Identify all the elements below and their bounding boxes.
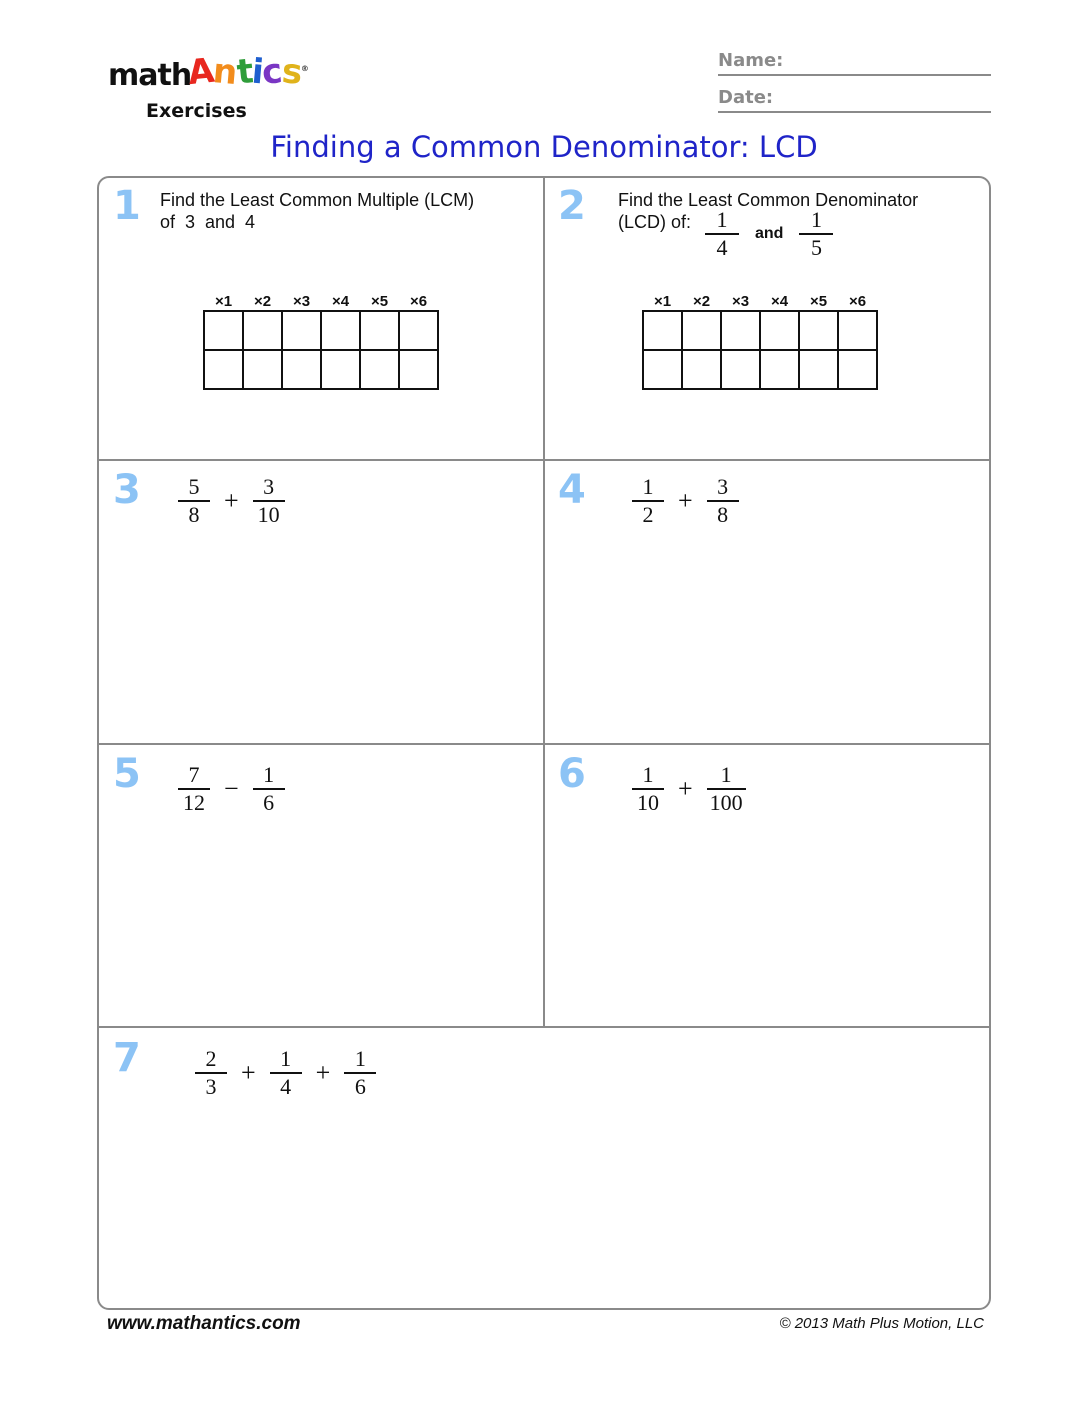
- numerator: 1: [810, 207, 822, 232]
- and-word: and: [755, 225, 784, 242]
- plus-operator: +: [315, 1058, 331, 1087]
- page-title: Finding a Common Denominator: LCD: [270, 130, 818, 164]
- grid-cell[interactable]: [721, 311, 760, 350]
- grid-cell[interactable]: [682, 350, 721, 389]
- denominator: 12: [178, 788, 210, 816]
- grid-header: ×5: [370, 293, 389, 310]
- problem-1-prompt: [160, 189, 474, 233]
- grid-cell[interactable]: [282, 350, 321, 389]
- grid-cell[interactable]: [204, 350, 243, 389]
- grid-cell[interactable]: [799, 350, 838, 389]
- denominator: 6: [253, 788, 285, 816]
- problem-1-grid-headers: [204, 293, 440, 311]
- fraction: [195, 1046, 227, 1100]
- grid-cell[interactable]: [682, 311, 721, 350]
- grid-row: [643, 350, 877, 389]
- logo-antics-letter: c: [260, 51, 284, 93]
- grid-header: ×6: [409, 293, 428, 310]
- grid-cell[interactable]: [243, 350, 282, 389]
- logo-antics-letter: s: [279, 51, 303, 93]
- grid-cell[interactable]: [838, 350, 877, 389]
- denominator: 3: [195, 1072, 227, 1100]
- grid-cell[interactable]: [838, 311, 877, 350]
- registered-mark-icon: ®: [300, 63, 308, 73]
- math-antics-logo: [108, 50, 308, 128]
- denominator: 10: [632, 788, 664, 816]
- grid-cell[interactable]: [799, 311, 838, 350]
- denominator: 4: [270, 1072, 302, 1100]
- grid-header: ×2: [692, 293, 711, 310]
- denominator: 2: [632, 500, 664, 528]
- plus-operator: +: [678, 486, 693, 515]
- grid-cell[interactable]: [204, 311, 243, 350]
- numerator: 1: [642, 762, 654, 787]
- problem-4-expression: [632, 474, 739, 528]
- numerator: 5: [188, 474, 200, 499]
- problem-2-grid-headers: [643, 293, 879, 311]
- logo-antics-letter: A: [185, 50, 216, 94]
- plus-operator: +: [224, 486, 239, 515]
- grid-row: [204, 350, 438, 389]
- problem-1-line2: of 3 and 4: [160, 212, 256, 232]
- fraction: [253, 762, 285, 816]
- footer-copyright: © 2013 Math Plus Motion, LLC: [779, 1315, 984, 1332]
- fraction: [707, 474, 739, 528]
- problem-2-fractions: [705, 207, 833, 261]
- problem-3-number: 3: [113, 467, 141, 513]
- grid-header: ×1: [214, 293, 233, 310]
- problem-3-expression: [178, 474, 285, 528]
- grid-cell[interactable]: [321, 311, 360, 350]
- fraction: [344, 1046, 376, 1100]
- grid-cell[interactable]: [360, 350, 399, 389]
- numerator: 1: [716, 207, 728, 232]
- row-divider: [97, 743, 991, 745]
- grid-cell[interactable]: [399, 350, 438, 389]
- name-label: Name:: [718, 50, 784, 71]
- denominator: 8: [178, 500, 210, 528]
- denominator: 6: [344, 1072, 376, 1100]
- fraction: [632, 762, 664, 816]
- grid-cell[interactable]: [282, 311, 321, 350]
- grid-row: [204, 311, 438, 350]
- problem-5-expression: [178, 762, 285, 816]
- grid-cell[interactable]: [360, 311, 399, 350]
- problem-6-expression: [632, 762, 746, 816]
- name-field[interactable]: [718, 50, 991, 76]
- grid-cell[interactable]: [643, 311, 682, 350]
- grid-cell[interactable]: [721, 350, 760, 389]
- logo-antics-letter: i: [250, 51, 265, 93]
- numerator: 1: [263, 762, 275, 787]
- grid-cell[interactable]: [760, 311, 799, 350]
- grid-header: ×5: [809, 293, 828, 310]
- plus-operator: +: [241, 1058, 256, 1087]
- logo-exercises-text: Exercises: [146, 100, 247, 122]
- problem-2-multiples-grid: [642, 310, 878, 390]
- grid-cell[interactable]: [243, 311, 282, 350]
- numerator: 1: [720, 762, 732, 787]
- grid-header: ×6: [848, 293, 867, 310]
- row-divider: [97, 459, 991, 461]
- grid-cell[interactable]: [643, 350, 682, 389]
- grid-cell[interactable]: [760, 350, 799, 389]
- denominator: 10: [253, 500, 285, 528]
- grid-cell[interactable]: [321, 350, 360, 389]
- numerator: 2: [205, 1046, 217, 1071]
- problem-1-number: 1: [113, 183, 141, 229]
- denominator: 8: [707, 500, 739, 528]
- denominator: 100: [707, 788, 746, 816]
- column-divider: [543, 176, 545, 1028]
- grid-row: [643, 311, 877, 350]
- grid-header: ×3: [292, 293, 311, 310]
- plus-operator: +: [678, 774, 693, 803]
- fraction: [253, 474, 285, 528]
- numerator: 3: [263, 474, 275, 499]
- logo-antics-letter: n: [211, 51, 239, 93]
- logo-antics-letter: t: [234, 51, 254, 93]
- grid-header: ×1: [653, 293, 672, 310]
- problem-1-line1: Find the Least Common Multiple (LCM): [160, 190, 475, 210]
- minus-operator: −: [224, 774, 239, 803]
- problem-5-number: 5: [113, 751, 141, 797]
- logo-antics-text: [185, 50, 308, 94]
- row-divider: [97, 1026, 991, 1028]
- fraction: [799, 207, 833, 261]
- fraction: [707, 762, 746, 816]
- problem-7-number: 7: [113, 1035, 141, 1081]
- grid-header: ×4: [770, 293, 789, 310]
- problem-1-multiples-grid: [203, 310, 439, 390]
- logo-math-text: math: [108, 58, 192, 93]
- footer-website[interactable]: www.mathantics.com: [107, 1313, 301, 1334]
- denominator: 5: [799, 233, 833, 261]
- fraction: [178, 474, 210, 528]
- numerator: 3: [717, 474, 729, 499]
- fraction: [270, 1046, 302, 1100]
- grid-cell[interactable]: [399, 311, 438, 350]
- grid-header: ×3: [731, 293, 750, 310]
- numerator: 1: [642, 474, 654, 499]
- numerator: 1: [354, 1046, 366, 1071]
- problem-2-line1: Find the Least Common Denominator: [618, 190, 919, 210]
- problem-7-expression: [195, 1046, 376, 1100]
- fraction: [178, 762, 210, 816]
- problem-6-number: 6: [558, 751, 586, 797]
- grid-header: ×2: [253, 293, 272, 310]
- numerator: 1: [280, 1046, 292, 1071]
- grid-header: ×4: [331, 293, 350, 310]
- fraction: [705, 207, 739, 261]
- problem-4-number: 4: [558, 467, 586, 513]
- date-field[interactable]: [718, 87, 991, 113]
- problem-2-line2: (LCD) of:: [618, 212, 692, 232]
- fraction: [632, 474, 664, 528]
- date-label: Date:: [718, 87, 774, 108]
- denominator: 4: [705, 233, 739, 261]
- problem-2-number: 2: [558, 183, 586, 229]
- numerator: 7: [188, 762, 200, 787]
